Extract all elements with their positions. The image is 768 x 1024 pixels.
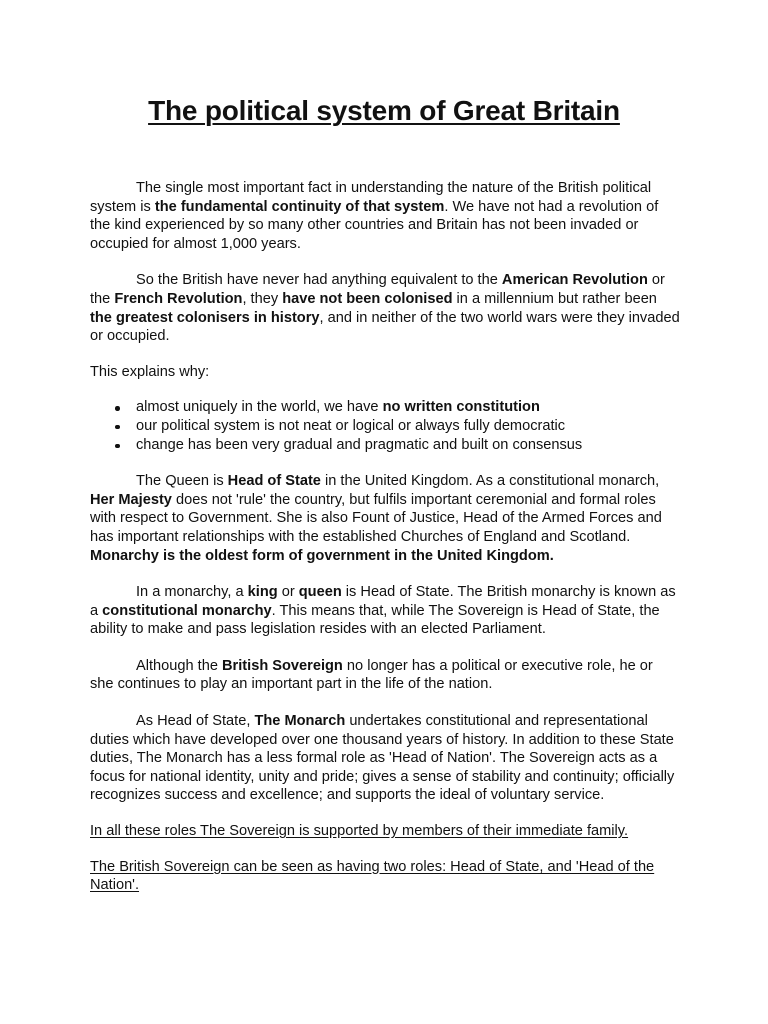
bold-phrase: the fundamental continuity of that system <box>154 198 445 215</box>
paragraph-family-support: In all these roles The Sovereign is supported by members of their immediate family. <box>90 823 629 840</box>
text-span: no longer has a political or executive role, he or she continues to play an important part in the life of the nation. <box>90 657 653 693</box>
document-body <box>90 179 680 895</box>
bold-phrase: have not been colonised <box>282 290 453 307</box>
paragraph-sovereign-role <box>90 657 680 694</box>
text-span: As Head of State, <box>136 713 255 730</box>
text-span: or the <box>90 272 665 307</box>
bold-phrase: British Sovereign <box>222 657 343 674</box>
bold-phrase: no written constitution <box>382 399 540 416</box>
text-span: . We have not had a revolution of the kind experienced by so many other countries and Britain has not been invaded or occupied for almost 1,000 years. <box>90 198 659 252</box>
bold-phrase: the greatest colonisers in history <box>90 309 320 326</box>
text-span: The single most important fact in understanding the nature of the British political system is <box>90 180 652 215</box>
text-span: Although the <box>136 657 223 674</box>
text-span: . This means that, while The Sovereign is Head of State, the ability to make and pass legislation resides with an elected Parliament. <box>90 602 660 638</box>
page-title-text: The political system of Great Britain <box>148 95 620 126</box>
text-span: In a monarchy, a <box>136 584 248 601</box>
bold-phrase: French Revolution <box>114 290 243 307</box>
paragraph-queen <box>90 472 680 565</box>
list-item: change has been very gradual and pragmatic and built on consensus <box>90 436 680 455</box>
page-title <box>0 91 768 131</box>
bold-phrase: The Monarch <box>254 713 346 730</box>
bold-phrase: American Revolution <box>501 272 648 289</box>
text-span: or <box>277 584 299 601</box>
text-span: , and in neither of the two world wars were they invaded or occupied. <box>90 309 680 345</box>
text-span: in the United Kingdom. As a constitutional monarch, <box>320 473 660 490</box>
text-span: almost uniquely in the world, we have <box>136 399 383 416</box>
list-item <box>90 398 680 417</box>
text-span: , they <box>242 290 283 307</box>
bold-phrase: king <box>247 584 278 601</box>
bold-phrase: Head of State <box>227 473 321 490</box>
list-item: our political system is not neat or logical or always fully democratic <box>90 417 680 436</box>
bold-phrase: Her Majesty <box>90 491 172 508</box>
paragraph-revolution <box>90 271 680 345</box>
bold-phrase: constitutional monarchy <box>102 602 272 619</box>
text-span: The Queen is <box>136 473 228 490</box>
text-span: is Head of State. The British monarchy is known as a <box>90 584 676 619</box>
text-span: in a millennium but rather been <box>452 290 657 307</box>
paragraph-two-roles: The British Sovereign can be seen as having two roles: Head of State, and 'Head of the Nation'. <box>90 858 655 894</box>
text-span: undertakes constitutional and representational duties which have developed over one thousand years of history. In addition to these State duties, The Monarch has a less formal role as 'Head of Nation'. The Sovereign acts as a focus for national identity, unity and pride; gives a sense of stability and continuity; officially recognizes success and excellence; and supports the ideal of voluntary service. <box>90 713 675 804</box>
paragraph-explains: This explains why: <box>90 363 210 380</box>
paragraph-continuity <box>90 179 680 253</box>
bullet-list <box>90 398 680 454</box>
bold-phrase: Monarchy is the oldest form of government in the United Kingdom. <box>90 547 554 564</box>
text-span: does not 'rule' the country, but fulfils important ceremonial and formal roles with respect to Government. She is also Fount of Justice, Head of the Armed Forces and has important relationships with the established Churches of England and Scotland. <box>90 491 662 545</box>
paragraph-monarchy <box>90 583 680 639</box>
bold-phrase: queen <box>298 584 342 601</box>
paragraph-head-of-state <box>90 712 680 805</box>
text-span: So the British have never had anything equivalent to the <box>136 272 502 289</box>
